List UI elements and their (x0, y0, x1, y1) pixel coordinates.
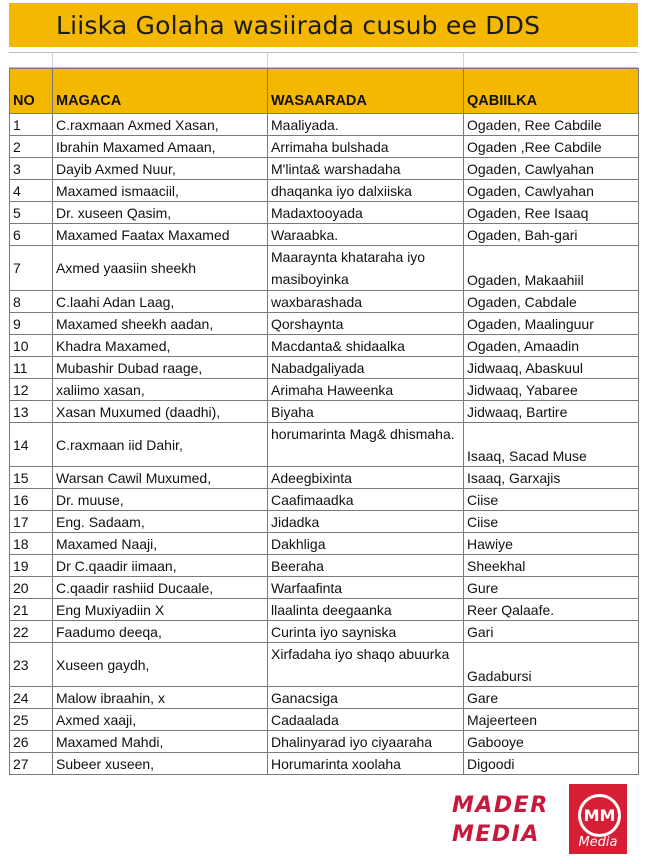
header-clan: QABIILKA (464, 69, 639, 114)
cell-no: 9 (10, 313, 53, 335)
cell-ministry: waxbarashada (268, 291, 464, 313)
cell-no: 8 (10, 291, 53, 313)
table-row (10, 136, 639, 158)
cell-ministry: dhaqanka iyo dalxiiska (268, 180, 464, 202)
cell-clan: Digoodi (464, 753, 639, 775)
cell-clan: Ogaden, Ree Cabdile (464, 114, 639, 136)
cell-clan: Jidwaaq, Bartire (464, 401, 639, 423)
table-row (10, 489, 639, 511)
cell-ministry: Adeegbixinta (268, 467, 464, 489)
cell-name: Maxamed Faatax Maxamed (53, 224, 268, 246)
cell-clan: Ogaden, Cawlyahan (464, 180, 639, 202)
cell-name: C.qaadir rashiid Ducaale, (53, 577, 268, 599)
cell-name: Xasan Muxumed (daadhi), (53, 401, 268, 423)
table-row (10, 687, 639, 709)
cell-clan: Ogaden, Maalinguur (464, 313, 639, 335)
cell-ministry: Xirfadaha iyo shaqo abuurka (268, 643, 464, 687)
cell-clan: Ogaden, Cawlyahan (464, 158, 639, 180)
cell-no: 25 (10, 709, 53, 731)
cell-no: 2 (10, 136, 53, 158)
table-row (10, 709, 639, 731)
cell-name: Xuseen gaydh, (53, 643, 268, 687)
cell-no: 20 (10, 577, 53, 599)
table-row (10, 114, 639, 136)
cell-name: Dayib Axmed Nuur, (53, 158, 268, 180)
table-row (10, 357, 639, 379)
header-name: MAGACA (53, 69, 268, 114)
cell-clan: Gure (464, 577, 639, 599)
cell-clan: Isaaq, Garxajis (464, 467, 639, 489)
table-row (10, 577, 639, 599)
mm-badge-caption: Media (578, 835, 618, 850)
cell-name: C.raxmaan Axmed Xasan, (53, 114, 268, 136)
cell-no: 11 (10, 357, 53, 379)
page-title: Liiska Golaha wasiirada cusub ee DDS (9, 3, 638, 47)
cell-ministry: Beeraha (268, 555, 464, 577)
cell-clan: Ogaden ,Ree Cabdile (464, 136, 639, 158)
table-row (10, 224, 639, 246)
cell-no: 21 (10, 599, 53, 621)
cell-no: 24 (10, 687, 53, 709)
table-header-row (10, 69, 639, 114)
cell-ministry: Caafimaadka (268, 489, 464, 511)
table-row (10, 753, 639, 775)
cell-clan: Ogaden, Cabdale (464, 291, 639, 313)
cell-clan: Majeerteen (464, 709, 639, 731)
table-row (10, 511, 639, 533)
table-row (10, 291, 639, 313)
table-row (10, 621, 639, 643)
cell-no: 12 (10, 379, 53, 401)
cell-name: Eng Muxiyadiin X (53, 599, 268, 621)
blank-spacer-row (9, 52, 638, 68)
cell-clan: Jidwaaq, Abaskuul (464, 357, 639, 379)
cell-name: Dr. xuseen Qasim, (53, 202, 268, 224)
cell-name: Eng. Sadaam, (53, 511, 268, 533)
cell-name: Faadumo deeqa, (53, 621, 268, 643)
cell-clan: Ciise (464, 489, 639, 511)
cell-clan: Gare (464, 687, 639, 709)
cell-ministry: Maaliyada. (268, 114, 464, 136)
table-row (10, 246, 639, 291)
cell-ministry: Arrimaha bulshada (268, 136, 464, 158)
cell-ministry: Curinta iyo sayniska (268, 621, 464, 643)
cell-name: Maxamed Mahdi, (53, 731, 268, 753)
table-row (10, 401, 639, 423)
cell-clan: Sheekhal (464, 555, 639, 577)
cell-name: Axmed yaasiin sheekh (53, 246, 268, 291)
cell-ministry: Biyaha (268, 401, 464, 423)
cell-ministry: Macdanta& shidaalka (268, 335, 464, 357)
cell-ministry: Dhalinyarad iyo ciyaaraha (268, 731, 464, 753)
cell-ministry: Waraabka. (268, 224, 464, 246)
table-row (10, 599, 639, 621)
table-row (10, 643, 639, 687)
cell-ministry: Dakhliga (268, 533, 464, 555)
mm-badge-logo (569, 784, 627, 854)
cell-name: C.laahi Adan Laag, (53, 291, 268, 313)
cell-no: 3 (10, 158, 53, 180)
cell-name: Warsan Cawil Muxumed, (53, 467, 268, 489)
mm-badge-text: MM (578, 794, 621, 837)
table-row (10, 731, 639, 753)
cell-name: Maxamed ismaaciil, (53, 180, 268, 202)
cell-no: 27 (10, 753, 53, 775)
cell-ministry: Cadaalada (268, 709, 464, 731)
cell-no: 4 (10, 180, 53, 202)
cell-ministry: Warfaafinta (268, 577, 464, 599)
cell-clan: Ogaden, Makaahiil (464, 246, 639, 291)
cell-name: Dr C.qaadir iimaan, (53, 555, 268, 577)
logo-line1: MADER (452, 793, 549, 818)
table-row (10, 202, 639, 224)
cell-no: 17 (10, 511, 53, 533)
logo-line2: MEDIA (452, 822, 540, 847)
header-no: NO (10, 69, 53, 114)
table-row (10, 423, 639, 467)
cell-ministry: llaalinta deegaanka (268, 599, 464, 621)
table-row (10, 533, 639, 555)
cell-clan: Ogaden, Ree Isaaq (464, 202, 639, 224)
cell-clan: Gari (464, 621, 639, 643)
cell-no: 23 (10, 643, 53, 687)
cell-clan: Ogaden, Bah-gari (464, 224, 639, 246)
cell-no: 18 (10, 533, 53, 555)
cell-ministry: Madaxtooyada (268, 202, 464, 224)
cell-no: 14 (10, 423, 53, 467)
cell-no: 10 (10, 335, 53, 357)
cell-name: Maxamed sheekh aadan, (53, 313, 268, 335)
cell-no: 7 (10, 246, 53, 291)
cell-name: Malow ibraahin, x (53, 687, 268, 709)
cell-no: 16 (10, 489, 53, 511)
cell-name: Khadra Maxamed, (53, 335, 268, 357)
cell-no: 1 (10, 114, 53, 136)
cell-ministry: horumarinta Mag& dhismaha. (268, 423, 464, 467)
table-row (10, 335, 639, 357)
cell-ministry: Arimaha Haweenka (268, 379, 464, 401)
ministers-table (9, 68, 639, 775)
cell-clan: Hawiye (464, 533, 639, 555)
cell-clan: Reer Qalaafe. (464, 599, 639, 621)
cell-name: xaliimo xasan, (53, 379, 268, 401)
table-row (10, 379, 639, 401)
cell-ministry: Maaraynta khataraha iyo masiboyinka (268, 246, 464, 291)
mader-media-logo (452, 791, 549, 849)
header-ministry: WASAARADA (268, 69, 464, 114)
cell-name: Axmed xaaji, (53, 709, 268, 731)
cell-ministry: Horumarinta xoolaha (268, 753, 464, 775)
cell-name: Mubashir Dubad raage, (53, 357, 268, 379)
cell-no: 19 (10, 555, 53, 577)
cell-no: 5 (10, 202, 53, 224)
cell-clan: Jidwaaq, Yabaree (464, 379, 639, 401)
cell-name: Ibrahin Maxamed Amaan, (53, 136, 268, 158)
cell-no: 15 (10, 467, 53, 489)
cell-clan: Isaaq, Sacad Muse (464, 423, 639, 467)
cell-ministry: M'linta& warshadaha (268, 158, 464, 180)
cell-name: Maxamed Naaji, (53, 533, 268, 555)
table-row (10, 467, 639, 489)
cell-no: 26 (10, 731, 53, 753)
cell-clan: Ogaden, Amaadin (464, 335, 639, 357)
cell-clan: Ciise (464, 511, 639, 533)
cell-name: Dr. muuse, (53, 489, 268, 511)
cell-clan: Gadabursi (464, 643, 639, 687)
cell-ministry: Ganacsiga (268, 687, 464, 709)
cell-name: C.raxmaan iid Dahir, (53, 423, 268, 467)
cell-ministry: Qorshaynta (268, 313, 464, 335)
cell-no: 13 (10, 401, 53, 423)
cell-ministry: Jidadka (268, 511, 464, 533)
cell-no: 6 (10, 224, 53, 246)
table-row (10, 180, 639, 202)
cell-clan: Gabooye (464, 731, 639, 753)
table-row (10, 313, 639, 335)
table-row (10, 158, 639, 180)
table-row (10, 555, 639, 577)
cell-no: 22 (10, 621, 53, 643)
cell-name: Subeer xuseen, (53, 753, 268, 775)
cell-ministry: Nabadgaliyada (268, 357, 464, 379)
